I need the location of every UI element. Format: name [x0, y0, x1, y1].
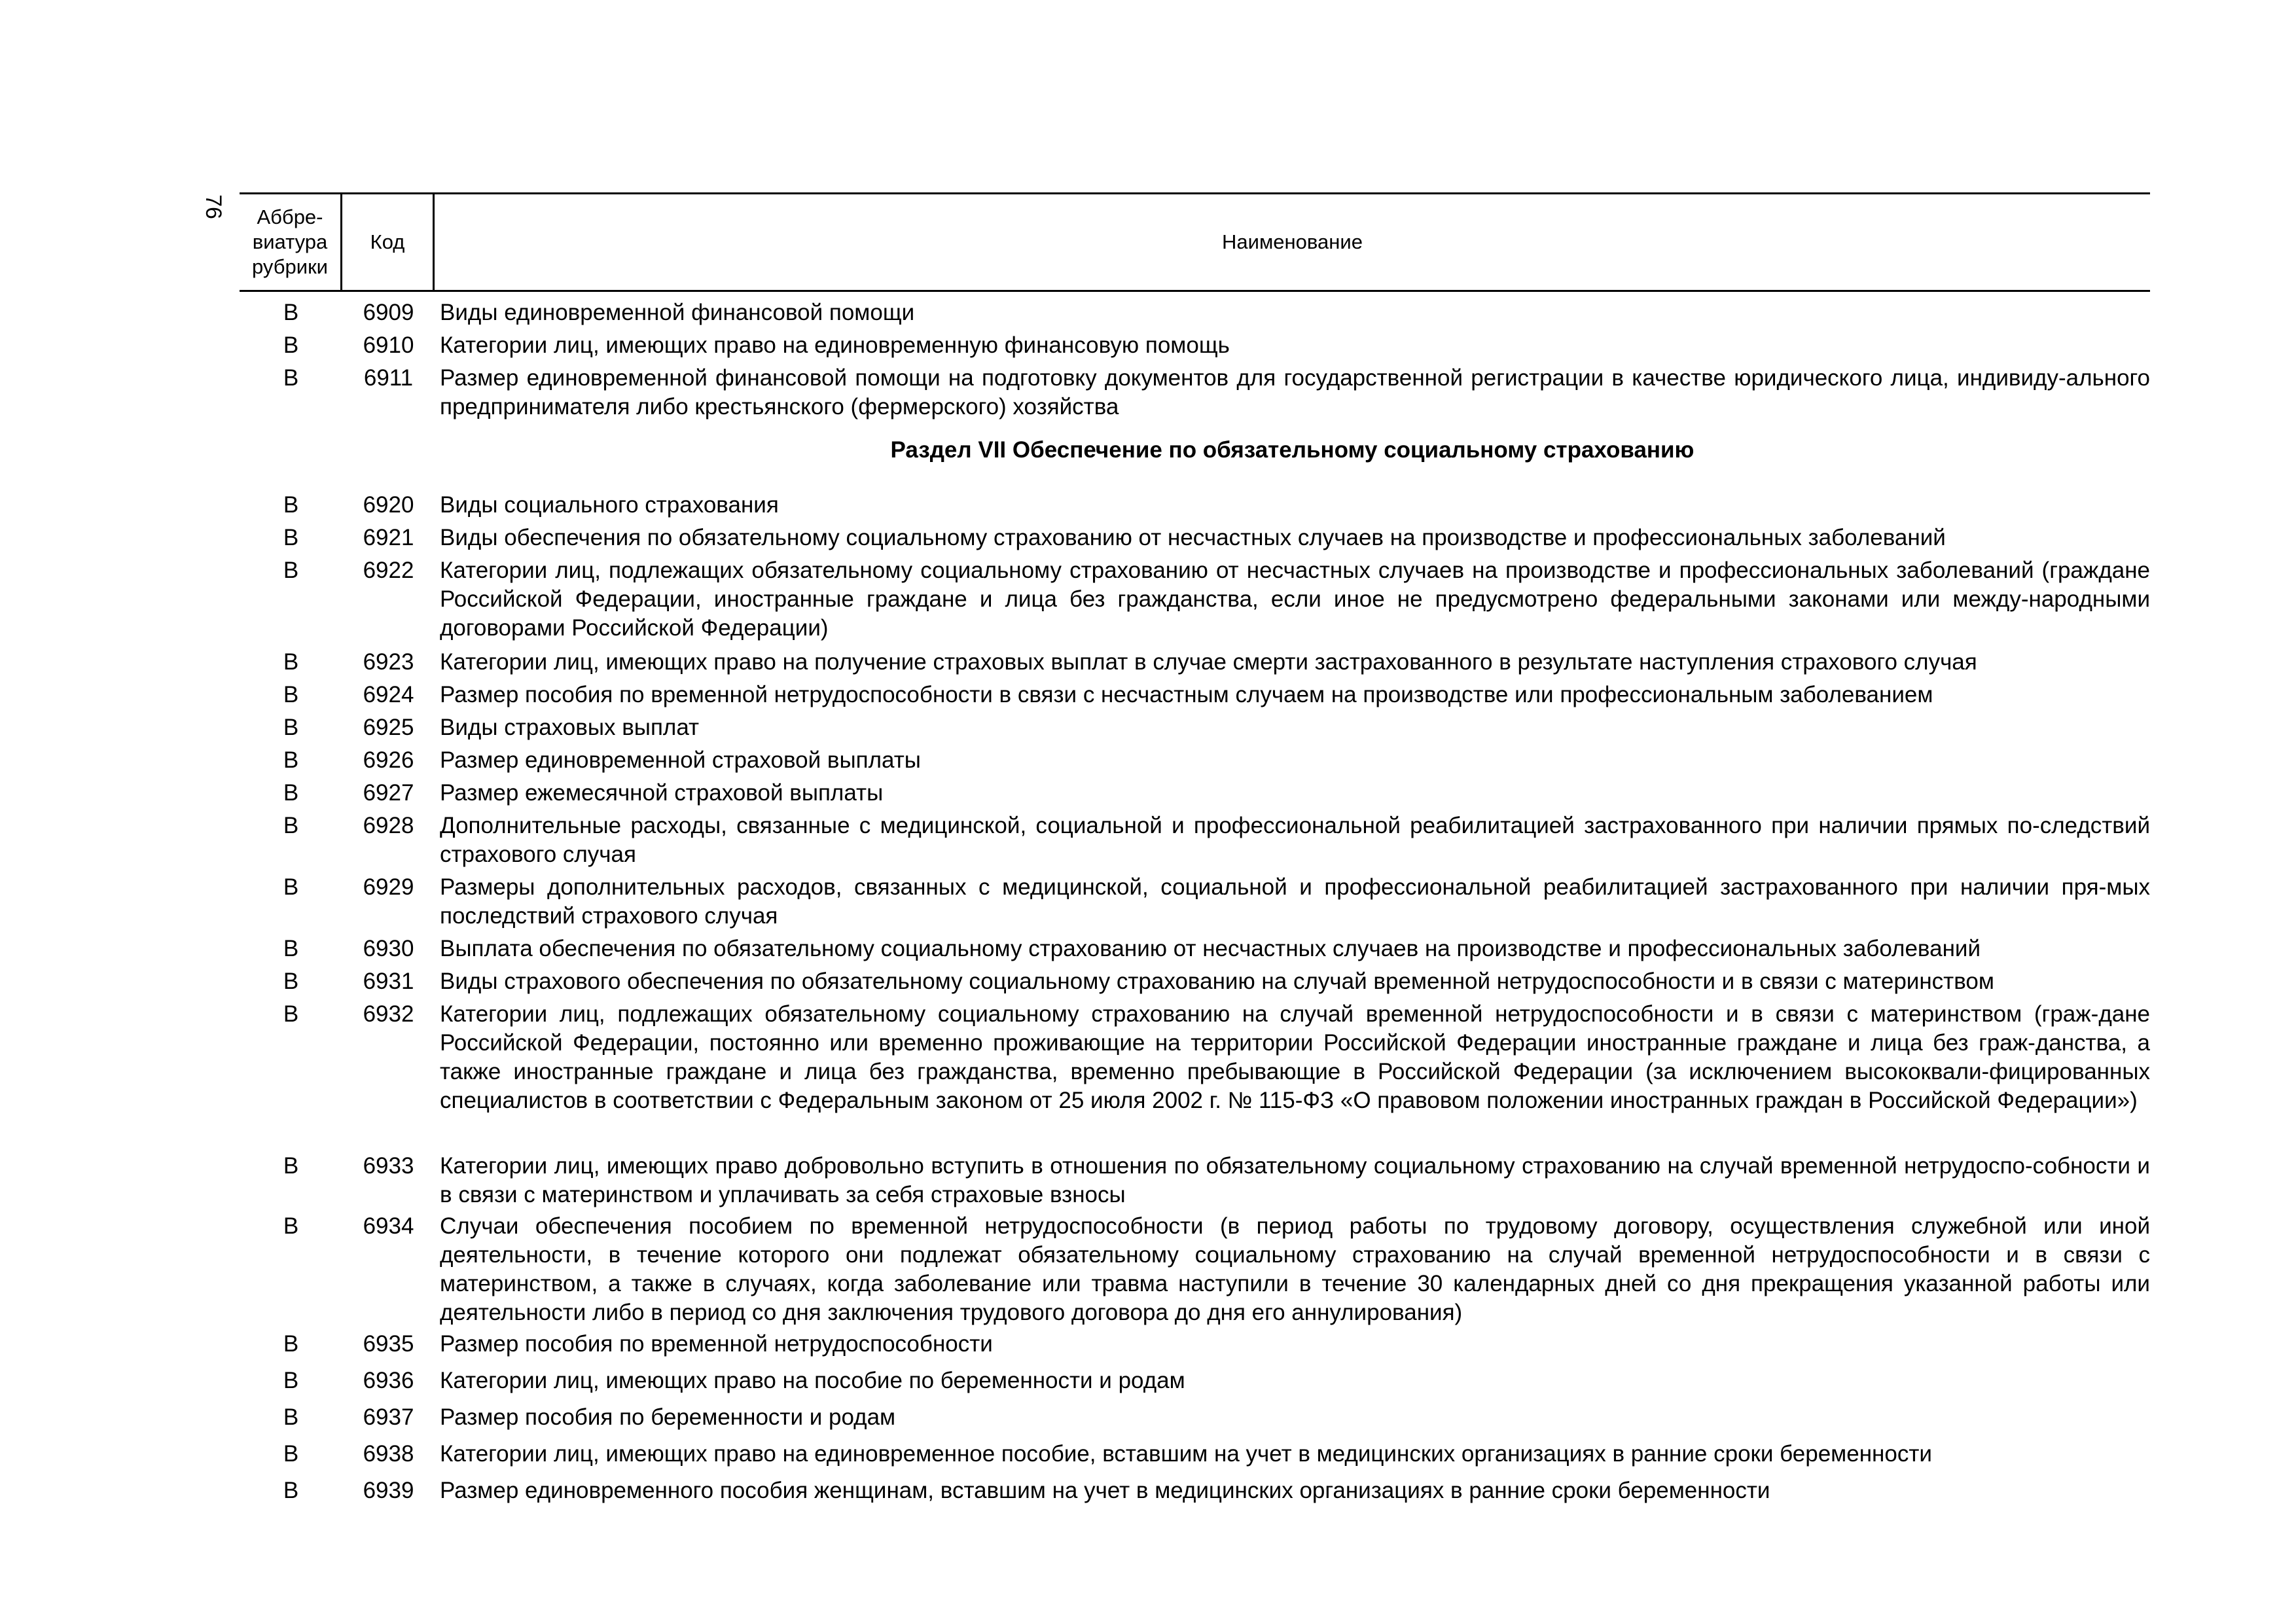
row-name: Категории лиц, имеющих право на получение страховых выплат в случае смерти застрахованного в результате наступления страхового случая	[440, 649, 1977, 675]
row-abbreviation: В	[283, 300, 299, 325]
row-name: Категории лиц, имеющих право добровольно вступить в отношения по обязательному социальному страхованию на случай временной нетрудоспо-собности и в связи с материнством и уплачивать за себя страховые взносы	[440, 1153, 2150, 1207]
row-name: Виды обеспечения по обязательному социальному страхованию от несчастных случаев на производстве и профессиональных заболеваний	[440, 525, 1946, 550]
row-name: Размер ежемесячной страховой выплаты	[440, 780, 884, 806]
row-code: 6936	[363, 1368, 414, 1393]
row-code: 6926	[363, 747, 414, 773]
row-name: Размер пособия по беременности и родам	[440, 1404, 896, 1430]
table-row	[240, 298, 2150, 327]
table-row	[240, 713, 2150, 742]
row-abbreviation: В	[283, 492, 299, 518]
row-code: 6921	[363, 525, 414, 550]
row-abbreviation: В	[283, 813, 299, 838]
row-abbreviation: В	[283, 525, 299, 550]
row-name: Размеры дополнительных расходов, связанных с медицинской, социальной и профессиональной реабилитацией застрахованного при наличии пря-мых последствий страхового случая	[440, 874, 2150, 929]
row-code: 6932	[363, 1001, 414, 1027]
row-code: 6931	[363, 969, 414, 994]
row-code: 6929	[363, 874, 414, 900]
row-code: 6911	[363, 365, 414, 391]
row-name: Случаи обеспечения пособием по временной нетрудоспособности (в период работы по трудовому договору, осуществления служебной или иной деятельности, в течение которого они подлежат обязательному социальному страхованию на случай временной нетрудоспособности и в связи с материнством, а также в случаях, когда заболевание или травма наступили в течение 30 календарных дней со дня прекращения указанной работы или деятельности либо в период со дня заключения трудового договора до дня его аннулирования)	[440, 1213, 2150, 1325]
row-code: 6924	[363, 682, 414, 707]
row-code: 6923	[363, 649, 414, 675]
page-number: 76	[201, 194, 226, 219]
row-name: Категории лиц, подлежащих обязательному социальному страхованию от несчастных случаев на производстве и профессиональных заболеваний (граждане Российской Федерации, иностранные граждане и лица без гражданства, если иное не предусмотрено федеральными законами или между-народными договорами Российской Федерации)	[440, 558, 2150, 641]
row-code: 6933	[363, 1153, 414, 1179]
row-name: Дополнительные расходы, связанные с медицинской, социальной и профессиональной реабилитацией застрахованного при наличии прямых по-следствий страхового случая	[440, 813, 2150, 867]
header-code: Код	[342, 194, 435, 290]
row-abbreviation: В	[283, 1331, 299, 1357]
row-code: 6925	[363, 715, 414, 740]
row-name: Виды страхового обеспечения по обязательному социальному страхованию на случай временной нетрудоспособности и в связи с материнством	[440, 969, 1994, 994]
row-code: 6937	[363, 1404, 414, 1430]
row-code: 6930	[363, 936, 414, 961]
row-name: Виды единовременной финансовой помощи	[440, 300, 915, 325]
row-code: 6910	[363, 332, 414, 358]
row-name: Категории лиц, имеющих право на пособие по беременности и родам	[440, 1368, 1185, 1393]
table-row	[240, 1440, 2150, 1469]
row-abbreviation: В	[283, 649, 299, 675]
row-code: 6920	[363, 492, 414, 518]
table-row	[240, 967, 2150, 996]
row-abbreviation: В	[283, 1441, 299, 1467]
row-abbreviation: В	[283, 1368, 299, 1393]
row-name: Размер единовременного пособия женщинам, вставшим на учет в медицинских организациях в ранние сроки беременности	[440, 1478, 1770, 1503]
table-row	[240, 746, 2150, 775]
table-row	[240, 779, 2150, 808]
classifier-table	[240, 192, 2150, 1503]
table-row	[240, 812, 2150, 869]
table-row	[240, 364, 2150, 421]
row-abbreviation: В	[283, 365, 299, 391]
table-row	[240, 873, 2150, 931]
row-name: Категории лиц, имеющих право на единовременное пособие, вставшим на учет в медицинских организациях в ранние сроки беременности	[440, 1441, 1932, 1467]
table-row	[240, 491, 2150, 520]
row-name: Виды страховых выплат	[440, 715, 700, 740]
row-name: Выплата обеспечения по обязательному социальному страхованию от несчастных случаев на производстве и профессиональных заболеваний	[440, 936, 1981, 961]
row-abbreviation: В	[283, 874, 299, 900]
table-row	[240, 1403, 2150, 1432]
row-abbreviation: В	[283, 747, 299, 773]
table-row	[240, 681, 2150, 709]
row-code: 6922	[363, 558, 414, 583]
table-row	[240, 1000, 2150, 1115]
table-row	[240, 1366, 2150, 1395]
row-name: Размер единовременной финансовой помощи на подготовку документов для государственной регистрации в качестве юридического лица, индивиду-ального предпринимателя либо крестьянского (фермерского) хозяйства	[440, 365, 2150, 419]
row-abbreviation: В	[283, 332, 299, 358]
row-code: 6939	[363, 1478, 414, 1503]
row-abbreviation: В	[283, 1404, 299, 1430]
row-code: 6934	[363, 1213, 414, 1239]
row-code: 6909	[363, 300, 414, 325]
row-abbreviation: В	[283, 969, 299, 994]
table-header	[240, 192, 2150, 292]
row-abbreviation: В	[283, 1001, 299, 1027]
row-abbreviation: В	[283, 1213, 299, 1239]
table-row	[240, 1152, 2150, 1209]
row-name: Категории лиц, имеющих право на единовременную финансовую помощь	[440, 332, 1230, 358]
header-name: Наименование	[1222, 230, 1363, 253]
row-name: Виды социального страхования	[440, 492, 779, 518]
table-row	[240, 524, 2150, 552]
table-row	[240, 1330, 2150, 1359]
table-row	[240, 556, 2150, 643]
row-abbreviation: В	[283, 936, 299, 961]
row-code: 6935	[363, 1331, 414, 1357]
row-code: 6927	[363, 780, 414, 806]
row-name: Размер единовременной страховой выплаты	[440, 747, 921, 773]
table-row	[240, 648, 2150, 677]
header-abbreviation: Аббре- виатура рубрики	[240, 194, 342, 290]
row-abbreviation: В	[283, 715, 299, 740]
row-abbreviation: В	[283, 558, 299, 583]
row-code: 6938	[363, 1441, 414, 1467]
table-row	[240, 1212, 2150, 1327]
row-abbreviation: В	[283, 1478, 299, 1503]
table-row	[240, 935, 2150, 963]
row-abbreviation: В	[283, 682, 299, 707]
section-title: Раздел VII Обеспечение по обязательному социальному страхованию	[890, 437, 1695, 463]
row-code: 6928	[363, 813, 414, 838]
table-row	[240, 331, 2150, 360]
row-name: Размер пособия по временной нетрудоспособности	[440, 1331, 993, 1357]
row-abbreviation: В	[283, 1153, 299, 1179]
table-row	[240, 1476, 2150, 1505]
row-name: Размер пособия по временной нетрудоспособности в связи с несчастным случаем на производстве или профессиональным заболеванием	[440, 682, 1933, 707]
row-abbreviation: В	[283, 780, 299, 806]
row-name: Категории лиц, подлежащих обязательному социальному страхованию на случай временной нетрудоспособности и в связи с материнством (граж-дане Российской Федерации, постоянно или временно проживающие на территории Российской Федерации иностранные граждане и лица без граж-данства, а также иностранные граждане и лица без гражданства, временно пребывающие в Российской Федерации (за исключением высококвали-фицированных специалистов в соответствии с Федеральным законом от 25 июля 2002 г. № 115-ФЗ «О правовом положении иностранных граждан в Российской Федерации»)	[440, 1001, 2150, 1113]
